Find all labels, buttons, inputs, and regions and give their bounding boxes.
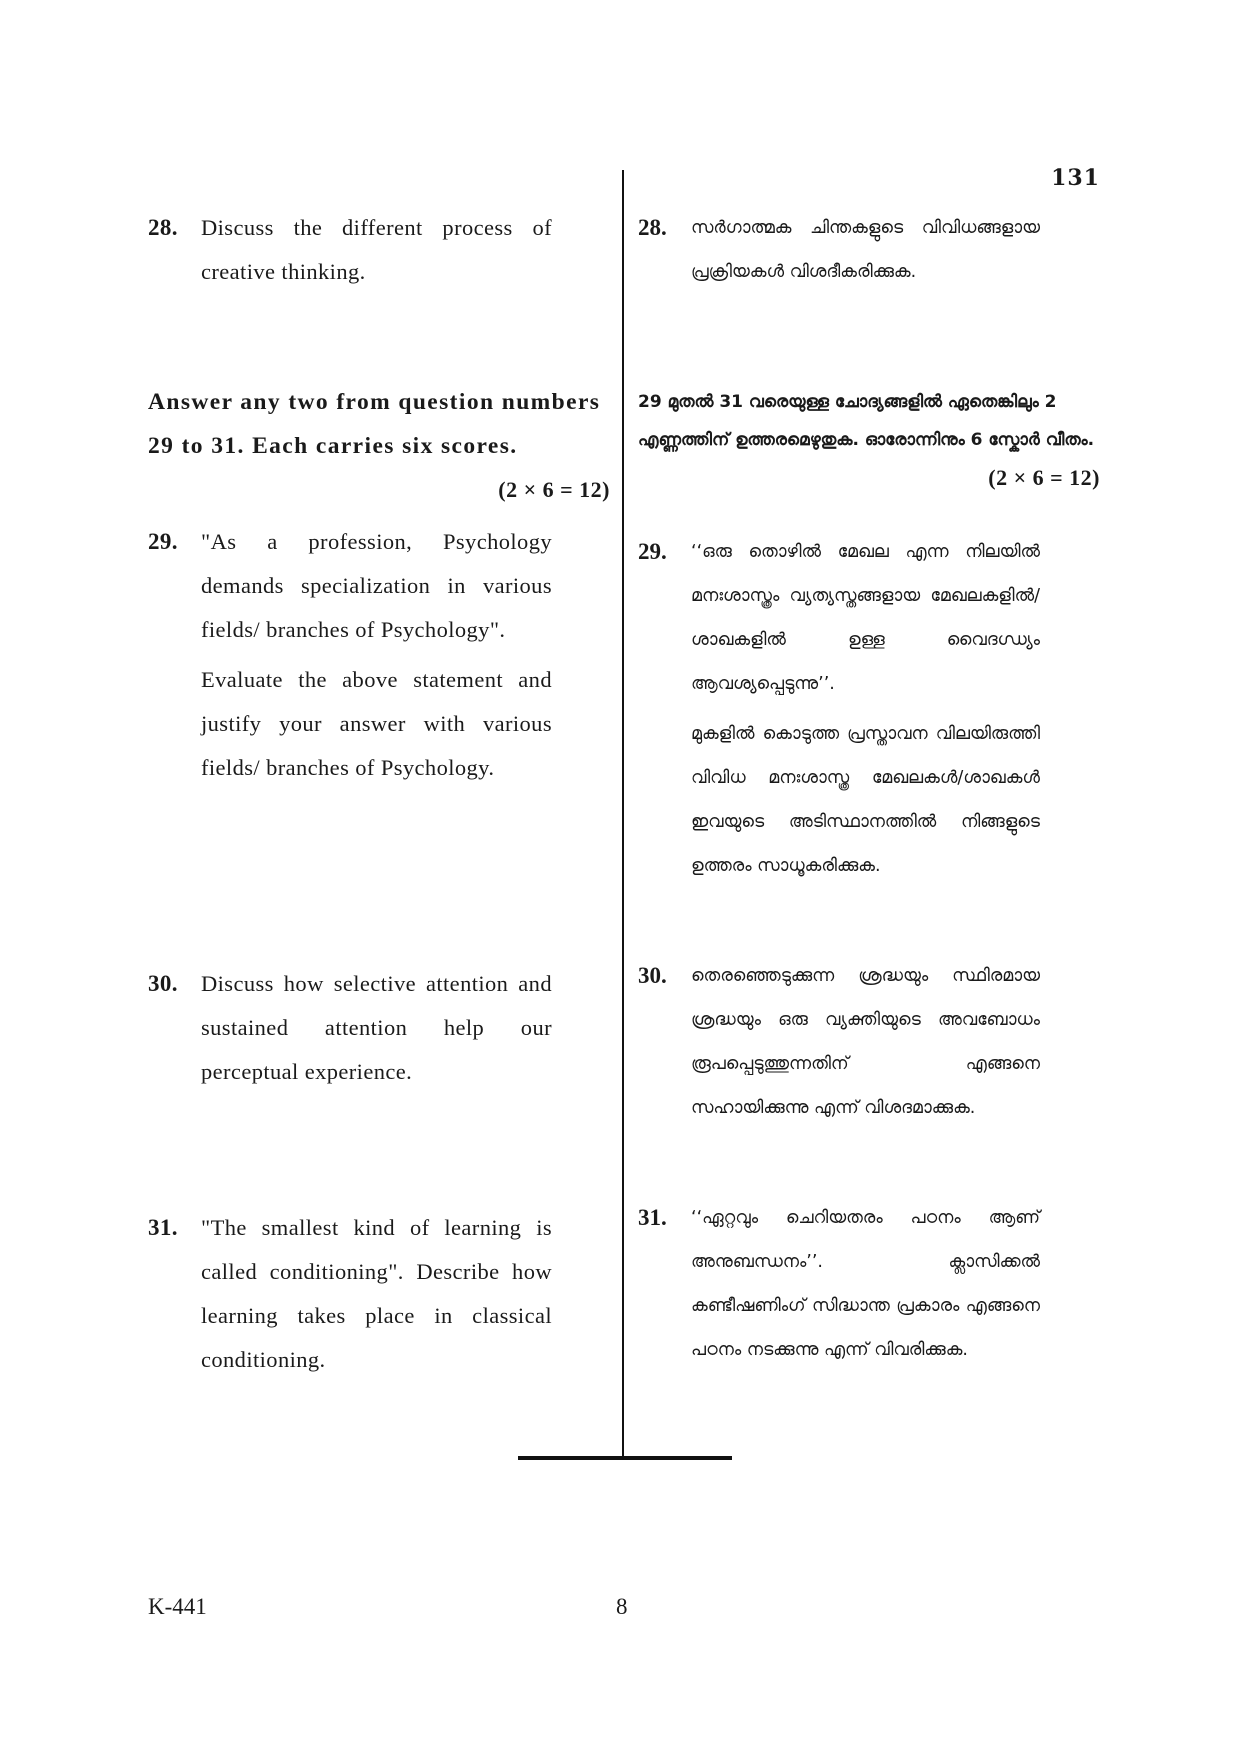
end-rule bbox=[518, 1456, 732, 1460]
section-instruction-en bbox=[148, 380, 610, 512]
question-text: "The smallest kind of learning is called conditioning". Describe how learning takes place in classical conditioning. bbox=[201, 1215, 552, 1372]
question-28-en bbox=[148, 206, 552, 294]
instruction-text: 29 മുതൽ 31 വരെയുള്ള ചോദ്യങ്ങളിൽ ഏതെങ്കിലും 2 എണ്ണത്തിന് ഉത്തരമെഴുതുക. ഓരോന്നിനും 6 സ്കോർ വീതം. bbox=[638, 392, 1095, 450]
question-quote: ‘‘ഒരു തൊഴിൽ മേഖല എന്ന നിലയിൽ മനഃശാസ്ത്രം വ്യത്യസ്തങ്ങളായ മേഖലകളിൽ/ശാഖകളിൽ ഉള്ള വൈദഗ്ധ്യം ആവശ്യപ്പെടുന്നു’’. bbox=[691, 542, 1040, 694]
question-quote: "As a profession, Psychology demands specialization in various fields/ branches of Psychology". bbox=[201, 529, 552, 642]
question-number: 28. bbox=[638, 215, 667, 240]
marks-label: (2 × 6 = 12) bbox=[498, 477, 610, 502]
marks-label: (2 × 6 = 12) bbox=[988, 465, 1100, 490]
instruction-text: Answer any two from question numbers 29 to 31. Each carries six scores. bbox=[148, 389, 601, 459]
question-28-ml bbox=[638, 206, 1040, 294]
question-31-en bbox=[148, 1206, 552, 1382]
question-number: 30. bbox=[148, 971, 178, 996]
question-number: 28. bbox=[148, 215, 178, 240]
question-number: 30. bbox=[638, 963, 667, 988]
question-30-ml bbox=[638, 954, 1040, 1130]
question-number: 29. bbox=[638, 539, 667, 564]
question-29-ml bbox=[638, 530, 1040, 888]
question-text: മുകളിൽ കൊടുത്ത പ്രസ്താവന വിലയിരുത്തി വിവിധ മനഃശാസ്ത്ര മേഖലകൾ/ശാഖകൾ ഇവയുടെ അടിസ്ഥാനത്തിൽ നിങ്ങളുടെ ഉത്തരം സാധൂകരിക്കുക. bbox=[691, 724, 1040, 876]
question-number: 31. bbox=[638, 1205, 667, 1230]
question-30-en bbox=[148, 962, 552, 1094]
question-number: 31. bbox=[148, 1215, 178, 1240]
question-text: സർഗാത്മക ചിന്തകളുടെ വിവിധങ്ങളായ പ്രക്രിയകൾ വിശദീകരിക്കുക. bbox=[691, 218, 1040, 282]
question-29-en bbox=[148, 520, 552, 790]
question-text: Discuss how selective attention and sustained attention help our perceptual experience. bbox=[201, 971, 552, 1084]
question-number: 29. bbox=[148, 529, 178, 554]
question-text: തെരഞ്ഞെടുക്കുന്ന ശ്രദ്ധയും സ്ഥിരമായ ശ്രദ്ധയും ഒരു വ്യക്തിയുടെ അവബോധം രൂപപ്പെടുത്തുന്നതിന് എങ്ങനെ സഹായിക്കുന്നു എന്ന് വിശദമാക്കുക. bbox=[691, 966, 1040, 1118]
question-text: ‘‘ഏറ്റവും ചെറിയതരം പഠനം ആണ് അനുബന്ധനം’’. ക്ലാസിക്കൽ കണ്ടീഷണിംഗ് സിദ്ധാന്ത പ്രകാരം എങ്ങനെ പഠനം നടക്കുന്നു എന്ന് വിവരിക്കുക. bbox=[691, 1208, 1040, 1360]
page-code-top: 131 bbox=[1051, 165, 1100, 191]
page-number: 8 bbox=[616, 1594, 628, 1619]
column-divider bbox=[622, 170, 624, 1458]
section-instruction-ml bbox=[638, 383, 1100, 497]
question-text: Evaluate the above statement and justify your answer with various fields/ branches of Psychology. bbox=[201, 667, 552, 780]
question-text: Discuss the different process of creative thinking. bbox=[201, 215, 552, 284]
paper-code: K-441 bbox=[148, 1594, 207, 1619]
question-31-ml bbox=[638, 1196, 1040, 1372]
